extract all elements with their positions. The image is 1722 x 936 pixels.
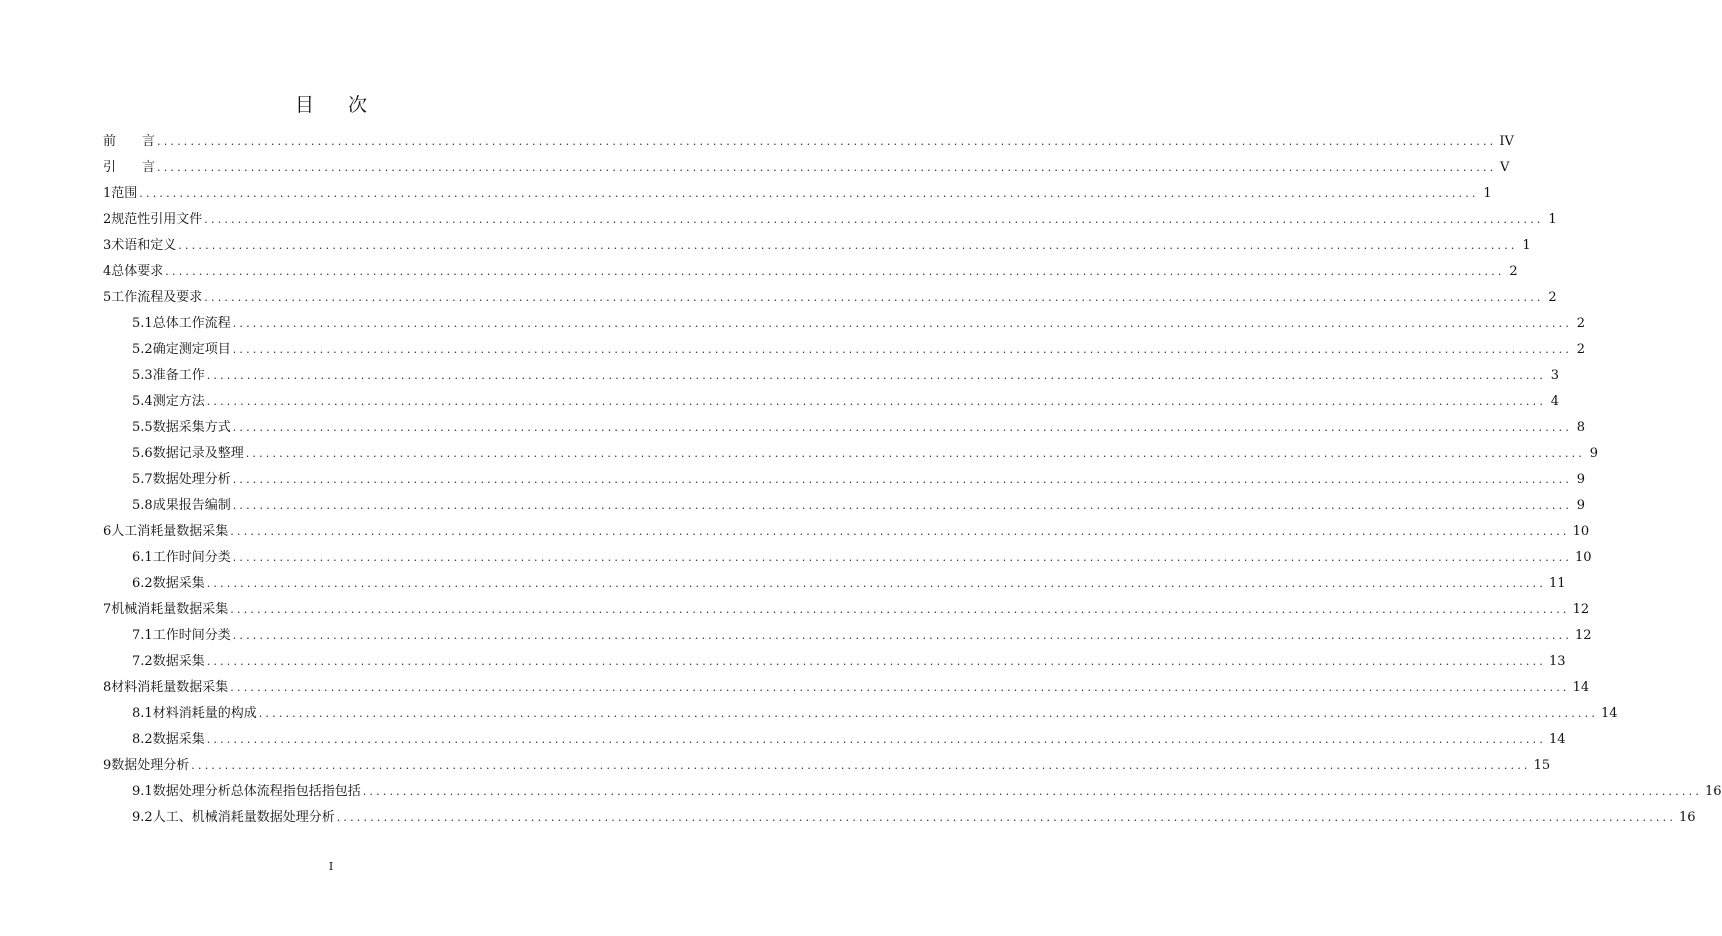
toc-entry-page: 10 (1575, 550, 1592, 565)
toc-entry-title: 数据处理分析 (111, 758, 190, 773)
toc-entry-page: 12 (1575, 628, 1592, 643)
toc-entry-page: 3 (1550, 368, 1560, 383)
toc-entry-page: 15 (1533, 758, 1551, 773)
toc-entry-page: 2 (1509, 264, 1518, 279)
toc-entry[interactable] (132, 392, 1560, 412)
toc-leader-dots: ........................................................................................................................................................................................................ (157, 135, 1497, 148)
toc-entry-title: 材料消耗量数据采集 (111, 680, 229, 695)
toc-entry-number: 6.2 (132, 576, 153, 591)
toc-leader-dots: ........................................................................................................................................................................................................ (232, 551, 1573, 564)
toc-entry-title: 确定测定项目 (152, 342, 231, 357)
toc-entry-title: 数据采集 (152, 576, 205, 591)
toc-leader-dots: ........................................................................................................................................................................................................ (206, 655, 1547, 668)
toc-entry-title: 准备工作 (152, 368, 205, 383)
toc-leader-dots: ........................................................................................................................................................................................................ (204, 213, 1544, 226)
toc-entry[interactable] (103, 184, 1492, 204)
toc-leader-dots: ........................................................................................................................................................................................................ (178, 239, 1518, 252)
toc-entry-page: 1 (1522, 238, 1531, 253)
toc-entry-title: 数据处理分析总体流程指包括指包括 (152, 784, 361, 799)
toc-entry-number: 9 (103, 758, 112, 773)
toc-entry[interactable] (103, 210, 1557, 230)
toc-entry-number: 7 (103, 602, 112, 617)
toc-entry-number: 5.2 (132, 342, 153, 357)
toc-entry-title: 数据记录及整理 (152, 446, 244, 461)
toc-entry-page: 4 (1550, 394, 1560, 409)
toc-leader-dots: ........................................................................................................................................................................................................ (232, 629, 1573, 642)
toc-entry-number: 1 (103, 186, 112, 201)
toc-leader-dots: ........................................................................................................................................................................................................ (206, 577, 1547, 590)
toc-entry-page: 2 (1548, 290, 1557, 305)
toc-entry-number: 6.1 (132, 550, 153, 565)
title-char-2: 次 (348, 94, 368, 116)
toc-entry-title: 总体工作流程 (152, 316, 231, 331)
toc-entry-page: 2 (1576, 316, 1586, 331)
toc-entry-title: 测定方法 (152, 394, 205, 409)
toc-entry[interactable] (132, 418, 1586, 438)
toc-entry-number: 8.1 (132, 706, 153, 721)
toc-entry-number: 9.2 (132, 810, 153, 825)
toc-entry[interactable] (132, 574, 1566, 594)
toc-entry-title: 机械消耗量数据采集 (111, 602, 229, 617)
toc-entry[interactable] (103, 158, 1510, 178)
toc-entry-title: 数据处理分析 (152, 472, 231, 487)
toc-entry[interactable] (132, 548, 1592, 568)
toc-entry-title: 数据采集 (152, 654, 205, 669)
toc-entry-page: 9 (1576, 498, 1586, 513)
toc-leader-dots: ........................................................................................................................................................................................................ (232, 343, 1573, 356)
toc-entry[interactable] (103, 262, 1518, 282)
toc-entry-page: 16 (1705, 784, 1722, 799)
toc-entry-number: 5.1 (132, 316, 153, 331)
toc-entry[interactable] (103, 236, 1531, 256)
title-char-1: 目 (294, 94, 314, 116)
toc-entry[interactable] (132, 626, 1592, 646)
toc-entry-page: 14 (1572, 680, 1590, 695)
toc-entry-title: 引 言 (103, 160, 156, 175)
toc-entry[interactable] (103, 288, 1557, 308)
toc-entry[interactable] (132, 808, 1696, 828)
toc-entry[interactable] (132, 366, 1560, 386)
toc-leader-dots: ........................................................................................................................................................................................................ (245, 447, 1586, 460)
toc-entry-title: 材料消耗量的构成 (152, 706, 257, 721)
toc-entry-number: 5.8 (132, 498, 153, 513)
toc-entry-page: 1 (1483, 186, 1492, 201)
toc-entry[interactable] (132, 496, 1586, 516)
toc-entry-page: 12 (1572, 602, 1590, 617)
toc-entry-number: 3 (103, 238, 112, 253)
toc-entry-number: 5.4 (132, 394, 153, 409)
toc-entry-number: 2 (103, 212, 112, 227)
toc-entry-number: 5.7 (132, 472, 153, 487)
toc-entry-number: 6 (103, 524, 112, 539)
toc-entry-page: 16 (1679, 810, 1696, 825)
toc-entry-title: 前 言 (103, 134, 156, 149)
toc-entry-title: 总体要求 (111, 264, 164, 279)
toc-leader-dots: ........................................................................................................................................................................................................ (230, 525, 1570, 538)
toc-entry-page: 14 (1601, 706, 1618, 721)
toc-entry-number: 8.2 (132, 732, 153, 747)
toc-leader-dots: ........................................................................................................................................................................................................ (157, 161, 1497, 174)
toc-entry[interactable] (103, 522, 1590, 542)
toc-entry[interactable] (132, 730, 1566, 750)
toc-leader-dots: ........................................................................................................................................................................................................ (191, 759, 1531, 772)
toc-leader-dots: ........................................................................................................................................................................................................ (230, 681, 1570, 694)
toc-leader-dots: ........................................................................................................................................................................................................ (336, 811, 1677, 824)
toc-entry-number: 5 (103, 290, 112, 305)
toc-entry-number: 9.1 (132, 784, 153, 799)
toc-entry-title: 工作流程及要求 (111, 290, 203, 305)
toc-entry[interactable] (132, 444, 1599, 464)
toc-entry-number: 4 (103, 264, 112, 279)
toc-entry-number: 5.5 (132, 420, 153, 435)
toc-leader-dots: ........................................................................................................................................................................................................ (232, 499, 1573, 512)
toc-entry-page: 9 (1576, 472, 1586, 487)
toc-entry-title: 数据采集方式 (152, 420, 231, 435)
toc-entry[interactable] (103, 132, 1514, 152)
toc-leader-dots: ........................................................................................................................................................................................................ (258, 707, 1599, 720)
toc-leader-dots: ........................................................................................................................................................................................................ (362, 785, 1703, 798)
toc-entry-title: 工作时间分类 (152, 628, 231, 643)
toc-entry[interactable] (132, 340, 1586, 360)
toc-entry-number: 7.2 (132, 654, 153, 669)
toc-entry-title: 成果报告编制 (152, 498, 231, 513)
toc-entry-number: 5.6 (132, 446, 153, 461)
toc-entry[interactable] (103, 678, 1590, 698)
toc-leader-dots: ........................................................................................................................................................................................................ (232, 421, 1573, 434)
toc-leader-dots: ........................................................................................................................................................................................................ (206, 733, 1547, 746)
toc-leader-dots: ........................................................................................................................................................................................................ (206, 395, 1547, 408)
toc-leader-dots: ........................................................................................................................................................................................................ (165, 265, 1505, 278)
toc-leader-dots: ........................................................................................................................................................................................................ (232, 317, 1573, 330)
page-number: I (328, 860, 334, 873)
toc-entry-title: 数据采集 (152, 732, 205, 747)
toc-entry-number: 7.1 (132, 628, 153, 643)
toc-entry-number: 5.3 (132, 368, 153, 383)
toc-entry[interactable] (132, 314, 1586, 334)
toc-entry-page: 1 (1548, 212, 1557, 227)
toc-entry-title: 范围 (111, 186, 138, 201)
toc-entry-page: IV (1499, 134, 1514, 149)
toc-entry[interactable] (132, 652, 1566, 672)
toc-entry-page: V (1499, 160, 1510, 175)
toc-entry-title: 工作时间分类 (152, 550, 231, 565)
toc-entry[interactable] (132, 704, 1618, 724)
toc-leader-dots: ........................................................................................................................................................................................................ (204, 291, 1544, 304)
toc-entry-title: 术语和定义 (111, 238, 177, 253)
toc-entry-title: 规范性引用文件 (111, 212, 203, 227)
toc-entry-page: 10 (1572, 524, 1590, 539)
toc-entry-number: 8 (103, 680, 112, 695)
toc-entry-title: 人工、机械消耗量数据处理分析 (152, 810, 335, 825)
toc-entry[interactable] (103, 600, 1590, 620)
toc-entry-page: 13 (1549, 654, 1566, 669)
toc-leader-dots: ........................................................................................................................................................................................................ (232, 473, 1573, 486)
toc-leader-dots: ........................................................................................................................................................................................................ (206, 369, 1547, 382)
toc-leader-dots: ........................................................................................................................................................................................................ (139, 187, 1479, 200)
toc-entry[interactable] (132, 470, 1586, 490)
toc-entry[interactable] (132, 782, 1722, 802)
toc-leader-dots: ........................................................................................................................................................................................................ (230, 603, 1570, 616)
page-title (0, 90, 662, 117)
toc-entry-page: 2 (1576, 342, 1586, 357)
toc-entry-title: 人工消耗量数据采集 (111, 524, 229, 539)
toc-entry-page: 11 (1549, 576, 1566, 591)
toc-entry-page: 14 (1549, 732, 1566, 747)
toc-entry-page: 9 (1589, 446, 1599, 461)
toc-entry[interactable] (103, 756, 1551, 776)
toc-entry-page: 8 (1576, 420, 1586, 435)
